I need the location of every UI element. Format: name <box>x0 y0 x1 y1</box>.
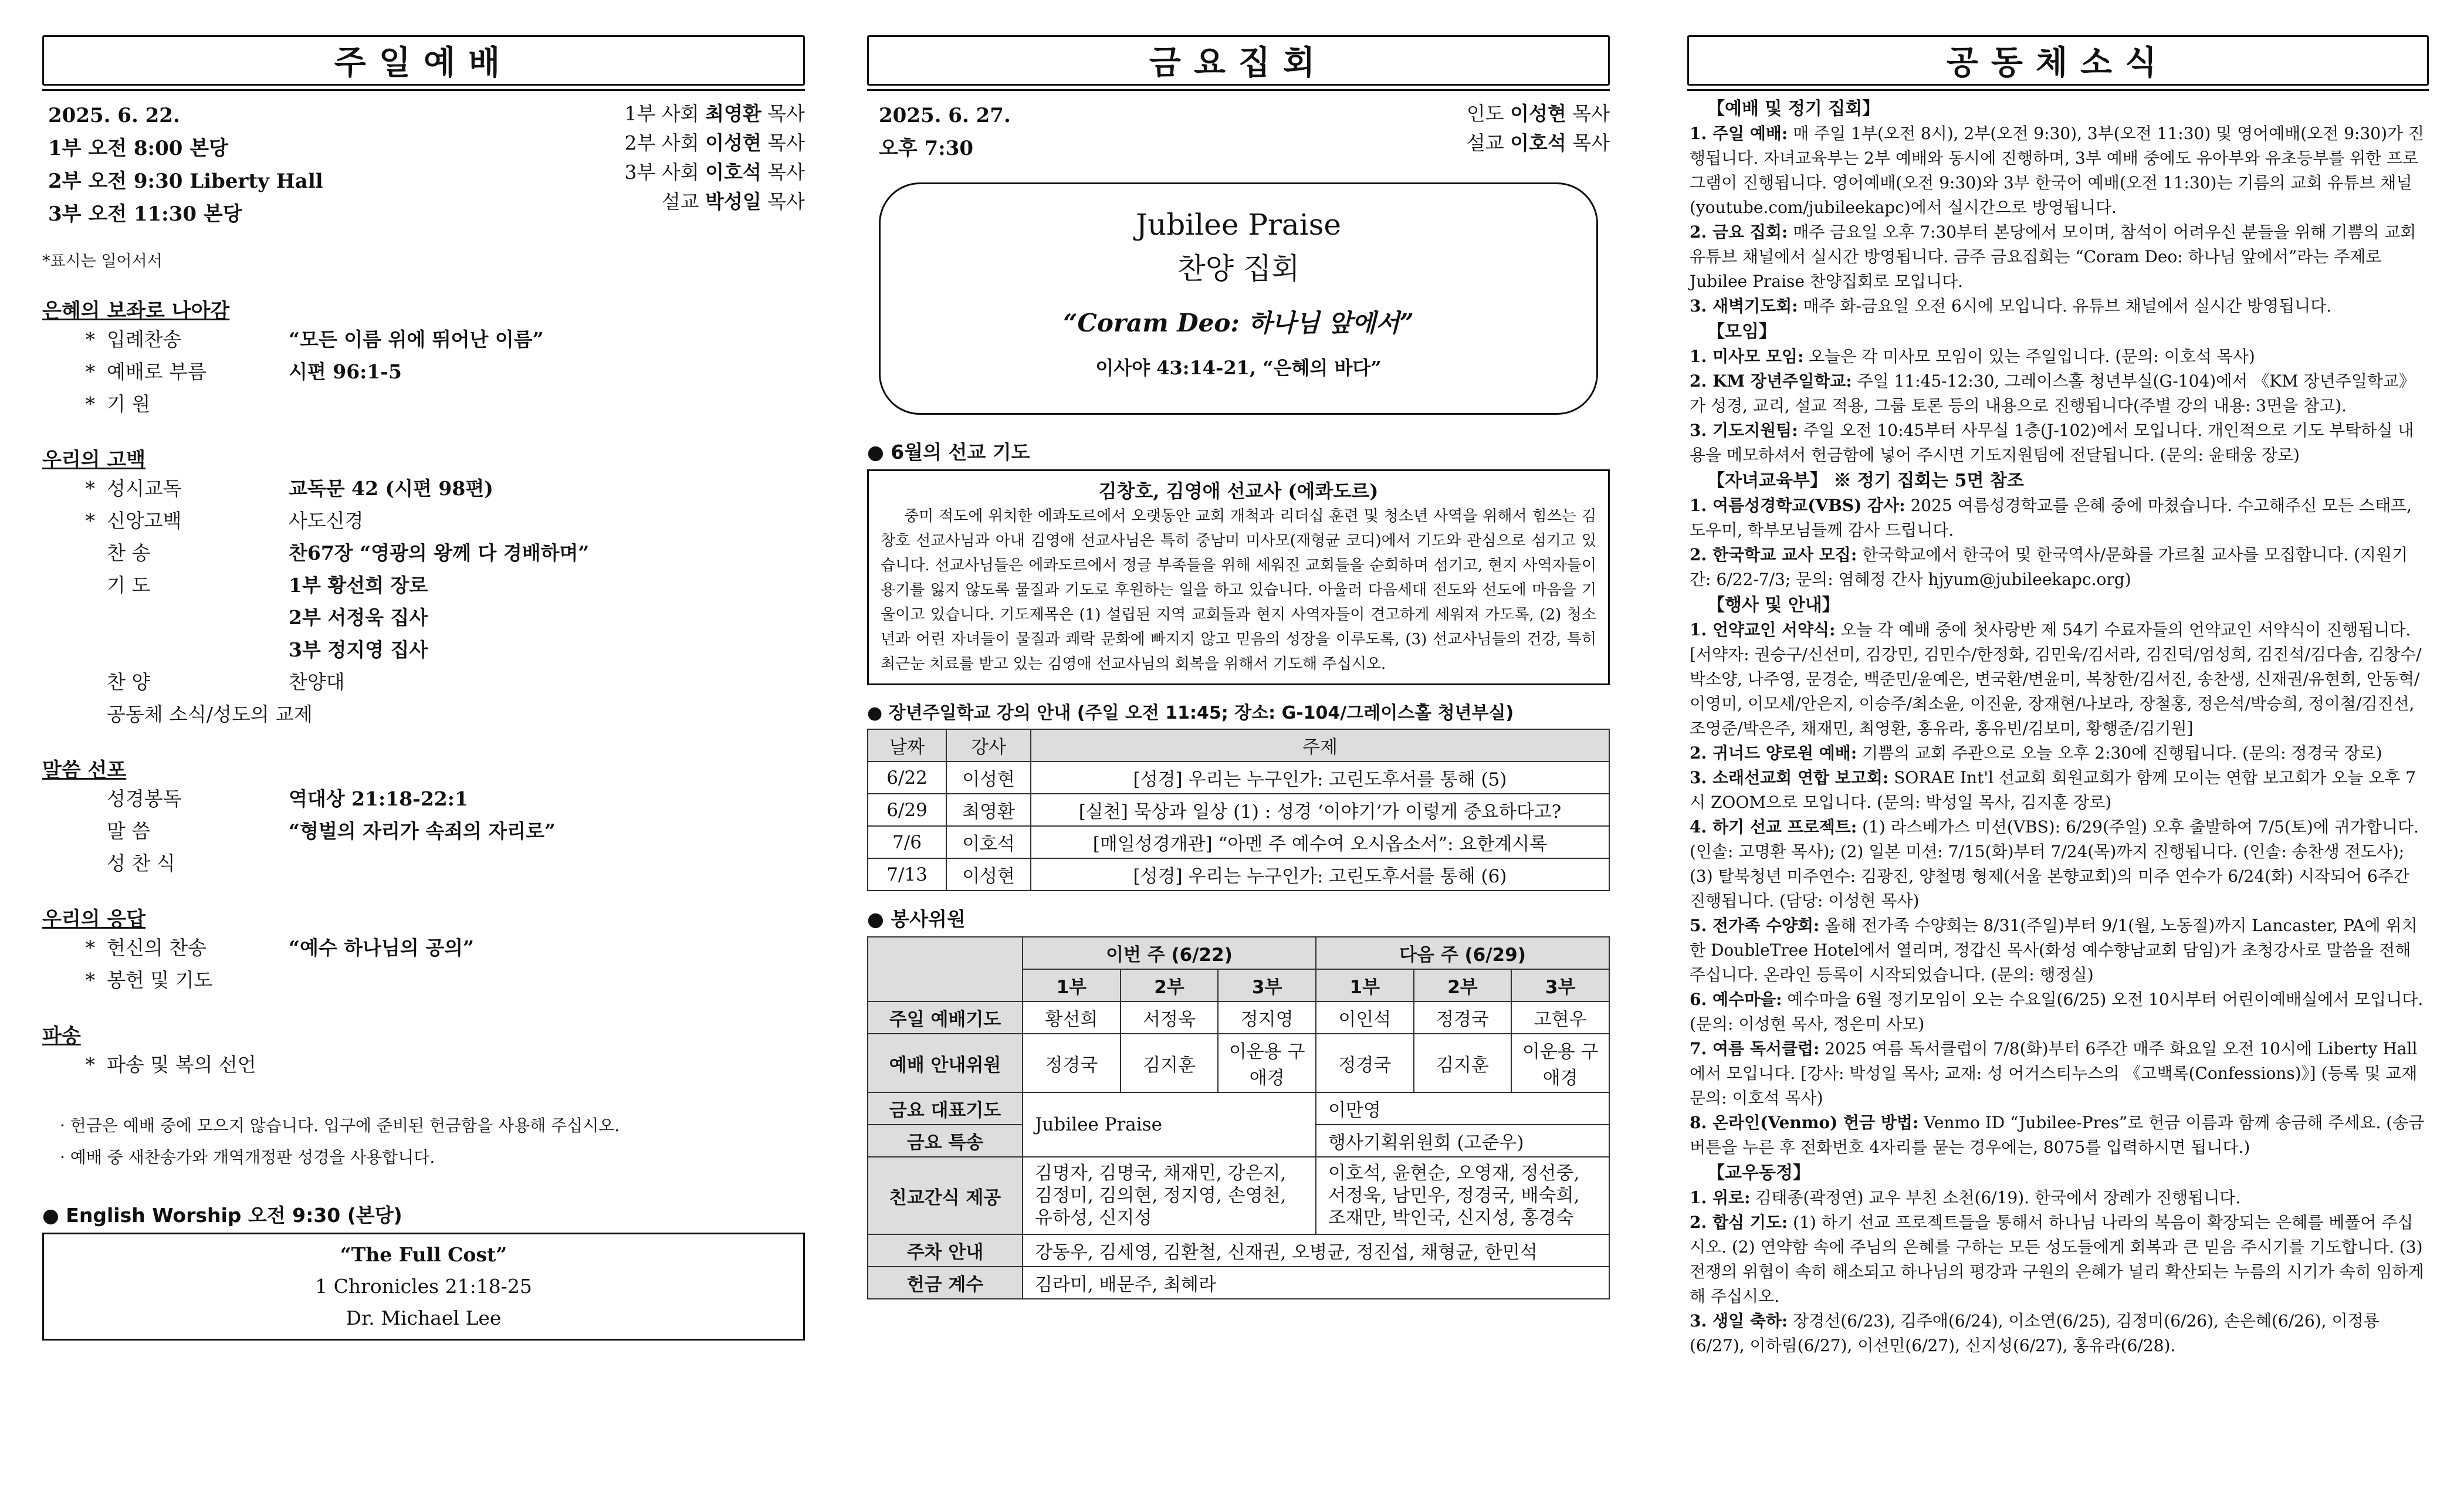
service-3: 3부 오전 11:30 본당 <box>48 202 242 226</box>
worship-item: 3부 정지영 집사 <box>289 638 428 661</box>
table-row: 7/6 이호석 [매일성경개관] “아멘 주 예수여 오시옵소서”: 요한계시록 <box>868 826 1609 858</box>
table-row: 7/13 이성현 [성경] 우리는 누구인가: 고린도후서를 통해 (6) <box>868 858 1609 891</box>
news-item: 5. 전가족 수양회: 올해 전가족 수양회는 8/31(주일)부터 9/1(월, 노동절)까지 Lancaster, PA에 위치한 DoubleTree Hotel에서 열리며, 정갑신 목사(화성 예수향남교회 담임)가 초청강사로 말씀을 전해 주십니다. 온라인 등록이 시작되었습니다. (문의: 행정실) <box>1690 916 2418 984</box>
sunday-date: 2025. 6. 22. <box>48 104 180 127</box>
praise-box <box>879 182 1598 415</box>
worship-item: 성 찬 식 <box>107 852 175 875</box>
sunday-header: 주일예배 <box>42 35 805 86</box>
table-row: 예배 안내위원 정경국 김지훈 이운용 구애경 정경국 김지훈 이운용 구애경 <box>868 1034 1609 1092</box>
stand-note: *표시는 일어서서 <box>42 252 163 270</box>
worship-item: 성경봉독 역대상 21:18-22:1 <box>107 787 468 810</box>
worship-item: 말 씀 “형벌의 자리가 속죄의 자리로” <box>107 820 556 842</box>
mission-title: 김창호, 김영애 선교사 (에콰도르) <box>1098 480 1379 502</box>
news-item: 2. KM 장년주일학교: 주일 11:45-12:30, 그레이스홀 청년부실(G-104)에서 《KM 장년주일학교》가 성경, 교리, 설교 적용, 그룹 토론 등의 내용으로 진행됩니다(주별 강의 내용: 3면을 참고). <box>1690 371 2415 415</box>
footnotes: · 헌금은 예배 중에 모으지 않습니다. 입구에 준비된 헌금함을 사용해 주십시오. · 예배 중 새찬송가와 개역개정판 성경을 사용합니다. <box>60 1116 620 1167</box>
news-item: 4. 하기 선교 프로젝트: (1) 라스베가스 미션(VBS): 6/29(주일) 오후 출발하여 7/5(토)에 귀가합니다. (인솔: 고명환 목사); (2) 일본 미션: 7/15(화)부터 7/24(목)까지 진행됩니다. (인솔: 송찬생 전도사); (3) 탈북청년 미주연수: 김광진, 양철명 형제(서울 본향교회)의 미주 연수가 6/24(화) 시작되어 6주간 진행됩니다. (담당: 이성현 목사) <box>1690 817 2419 911</box>
worship-item: * 기 원 <box>85 392 151 415</box>
news-section-heading: 【예배 및 정기 집회】 <box>1707 99 1880 119</box>
worship-item: * 예배로 부름 시편 96:1-5 <box>85 360 402 383</box>
sunday-column <box>42 35 805 1467</box>
news-section-heading: 【교우동정】 <box>1707 1163 1810 1183</box>
lecture-table: 날짜 강사 주제 6/22 이성현 [성경] 우리는 누구인가: 고린도후서를 통해 (5) 6/29 최영환 [실천] 묵상과 일상 (1) : 성경 ‘이야기’가 이렇게 중요하다고? 7/6 이호석 [매일성경개관] “아멘 주 예수여 오시옵소서”: 요한계시록 7/13 이성현 [성경] 우리는 누구인가: 고린도후서를 통해 (6) <box>867 729 1610 891</box>
praise-title: Jubilee Praise <box>1136 208 1341 242</box>
worship-item: * 헌신의 찬송 “예수 하나님의 공의” <box>85 936 474 959</box>
table-row: 헌금 계수 김라미, 배문주, 최혜라 <box>868 1267 1609 1299</box>
friday-date: 2025. 6. 27. <box>879 104 1011 127</box>
news-item: 2. 금요 집회: 매주 금요일 오후 7:30부터 본당에서 모이며, 참석이 어려우신 분들을 위해 기쁨의 교회 유튜브 채널에서 실시간 방영됩니다. 금주 금요집회는 “Coram Deo: 하나님 앞에서”라는 주제로 Jubilee Praise 찬양집회로 모입니다. <box>1690 222 2416 291</box>
section-title: 은혜의 보좌로 나아감 <box>42 299 230 323</box>
section-title: 파송 <box>42 1024 81 1048</box>
table-row: 금요 대표기도 Jubilee Praise 이만영 <box>868 1092 1609 1125</box>
section-title: 우리의 고백 <box>42 448 146 472</box>
news-item: 2. 합심 기도: (1) 하기 선교 프로젝트들을 통해서 하나님 나라의 복음이 확장되는 은혜를 베풀어 주십시오. (2) 연약함 속에 주님의 은혜를 구하는 모든 성도들에게 회복과 큰 믿음 주시기를 기도합니다. (3) 전쟁의 위협이 속히 해소되고 하나님의 평강과 구원의 은혜가 널리 확산되는 누름의 시기가 속히 임하게 해 주십시오. <box>1690 1213 2424 1306</box>
english-title: “The Full Cost” <box>340 1243 507 1266</box>
praise-theme: “Coram Deo: 하나님 앞에서” <box>1063 309 1414 337</box>
table-row: 주일 예배기도 황선희 서정욱 정지영 이인석 정경국 고현우 <box>868 1001 1609 1034</box>
news-column <box>1687 35 2429 1467</box>
english-worship-box <box>42 1233 805 1341</box>
news-item: 2. 귀너드 양로원 예배: 기쁨의 교회 주관으로 오늘 오후 2:30에 진행됩니다. (문의: 정경국 장로) <box>1690 743 2382 763</box>
news-header: 공동체소식 <box>1687 35 2429 86</box>
friday-header: 금요집회 <box>867 35 1610 86</box>
news-list <box>1687 97 2429 1358</box>
praise-verse: 이사야 43:14-21, “은혜의 바다” <box>1095 357 1382 379</box>
service-1: 1부 오전 8:00 본당 <box>48 137 228 160</box>
news-item: 3. 기도지원팀: 주일 오전 10:45부터 사무실 1층(J-102)에서 모입니다. 개인적으로 기도 부탁하실 내용을 메모하셔서 헌금함에 넣어 주시면 기도지원팀에 전달됩니다. (문의: 윤태웅 장로) <box>1690 421 2414 465</box>
service-2: 2부 오전 9:30 Liberty Hall <box>48 170 323 193</box>
news-item: 6. 예수마을: 예수마을 6월 정기모임이 오는 수요일(6/25) 오전 10시부터 어린이예배실에서 모입니다. (문의: 이성현 목사, 정은미 사모) <box>1690 990 2424 1034</box>
news-section-heading: 【행사 및 안내】 <box>1707 595 1840 615</box>
friday-time: 오후 7:30 <box>879 137 974 160</box>
table-row: 주차 안내 강동우, 김세영, 김환철, 신재권, 오병균, 정진섭, 채형균, 한민석 <box>868 1234 1609 1267</box>
worship-item: * 봉헌 및 기도 <box>85 969 213 991</box>
news-item: 1. 언약교인 서약식: 오늘 각 예배 중에 첫사랑반 제 54기 수료자들의 언약교인 서약식이 진행됩니다. [서약자: 권승구/신선미, 김강민, 김민수/한정화, 김민욱/김서라, 김진덕/엄성희, 김진석/김다솜, 김창수/박소양, 나주영, 문경순, 백준민/윤예은, 변국환/변윤미, 복창한/김서진, 송찬생, 신재권/유현희, 안동혁/이영미, 이모세/안은지, 이승주/최소윤, 이진윤, 장재현/나보라, 장철홍, 정은석/박승희, 정이철/김진선, 조영준/박은주, 채재민, 최영환, 홍유라, 홍유빈/김보미, 황행준/김기원] <box>1690 620 2422 738</box>
worship-item: * 파송 및 복의 선언 <box>85 1053 256 1076</box>
news-item: 1. 주일 예배: 매 주일 1부(오전 8시), 2부(오전 9:30), 3부(오전 11:30) 및 영어예배(오전 9:30)가 진행됩니다. 자녀교육부는 2부 예배와 동시에 진행하며, 3부 예배 중에도 유아부와 유초등부를 위한 프로그램이 진행됩니다. 영어예배(오전 9:30)와 3부 한국어 예배(오전 11:30)는 기름의 교회 유튜브 채널(youtube.com/jubileekapc)에서 실시간으로 방영됩니다. <box>1690 124 2425 217</box>
worship-item: 2부 서정욱 집사 <box>289 606 428 629</box>
worship-item: * 신앙고백 사도신경 <box>85 509 364 532</box>
worship-item: 기 도 1부 황선희 장로 <box>107 574 428 597</box>
sunday-leaders: 1부 사회 최영환 목사 2부 사회 이성현 목사 3부 사회 이호석 목사 설교 박성일 목사 <box>624 102 805 213</box>
worship-item: 찬 양 찬양대 <box>107 671 345 693</box>
english-preacher: Dr. Michael Lee <box>346 1307 502 1329</box>
praise-subtitle: 찬양 집회 <box>1177 252 1300 286</box>
table-row: 친교간식 제공 김명자, 김명국, 채재민, 강은지, 김정미, 김의현, 정지영, 손영천, 유하성, 신지성 이호석, 윤현순, 오영재, 정선중, 서정욱, 남민우, 정경국, 배숙희, 조재만, 박인국, 신지성, 홍경숙 <box>868 1157 1609 1234</box>
worship-item: 찬 송 찬67장 “영광의 왕께 다 경배하며” <box>107 541 590 564</box>
table-row: 금요 특송 행사기획위원회 (고준우) <box>868 1125 1609 1157</box>
news-item: 1. 위로: 김태종(곽정연) 교우 부친 소천(6/19). 한국에서 장례가 진행됩니다. <box>1690 1188 2241 1207</box>
order-of-worship <box>42 295 805 1081</box>
news-item: 7. 여름 독서클럽: 2025 여름 독서클럽이 7/8(화)부터 6주간 매주 화요일 오전 10시에 Liberty Hall에서 모입니다. [강사: 박성일 목사; 교재: 성 어거스티누스의 《고백록(Confessions)》] (등록 및 교재 문의: 이호석 목사) <box>1690 1039 2418 1108</box>
table-row: 6/29 최영환 [실천] 묵상과 일상 (1) : 성경 ‘이야기’가 이렇게 중요하다고? <box>868 794 1609 826</box>
english-worship-heading: ● English Worship 오전 9:30 (본당) <box>42 1204 402 1227</box>
news-item: 8. 온라인(Venmo) 헌금 방법: Venmo ID “Jubilee-Pres”로 헌금 이름과 함께 송금해 주세요. (송금 버튼을 누른 후 전화번호 4자리를 묻는 경우에는, 8075를 입력하시면 됩니다.) <box>1690 1113 2425 1157</box>
news-section-heading: 【자녀교육부】 ※ 정기 집회는 5면 참조 <box>1707 471 2024 491</box>
section-title: 우리의 응답 <box>42 908 146 931</box>
volunteers-table: 이번 주 (6/22) 다음 주 (6/29) 1부 2부 3부 1부 2부 3부 주일 예배기도 황선희 서정욱 정지영 이인석 정경국 고현우 예배 안내위원 정경국 김지훈 이운용 구애경 정경국 김지훈 이운용 구애경 금요 대표기도 Jubilee Praise 이만영 금요 특송 행사기획위원회 (고준우) 친교간식 제공 김명자, 김명국, 채재민, 강은지, 김정미, 김의현, 정지영, 손영천, 유하성, 신지성 이호석, 윤현순, 오영재, 정선중, 서정욱, 남민우, 정경국, 배숙희, 조재만, 박인국, 신지성, 홍경숙 주차 안내 강동우, 김세영, 김환철, 신재권, 오병균, 정진섭, 채형균, 한민석 헌금 계수 김라미, 배문주, 최혜라 <box>867 936 1610 1299</box>
news-item: 2. 한국학교 교사 모집: 한국학교에서 한국어 및 한국역사/문화를 가르칠 교사를 모집합니다. (지원기간: 6/22-7/3; 문의: 염혜정 간사 hjyum@jubileekapc.org) <box>1690 545 2408 589</box>
worship-item: 공동체 소식/성도의 교제 <box>107 703 313 726</box>
mission-body: 중미 적도에 위치한 에콰도르에서 오랫동안 교회 개척과 리더십 훈련 및 청소년 사역을 위해서 힘쓰는 김창호 선교사님과 아내 김영애 선교사님은 특히 중남미 미사모(재형균 코디)에서 기도와 관심으로 섬기고 있습니다. 선교사님들은 에콰도르에서 정글 부족들을 위해 세워진 교회들을 순회하며 섬기고, 현지 사역자들이 용기를 잃지 않도록 물질과 기도로 후원하는 일을 하고 있습니다. 아울러 다음세대 전도와 선도에 마음을 기울이고 있습니다. 기도제목은 (1) 설립된 지역 교회들과 현지 사역자들이 견고하게 세워져 가도록, (2) 청소년과 어린 자녀들이 물질과 쾌락 문화에 빠지지 않고 믿음의 성장을 이루도록, (3) 선교사님들의 건강, 특히 최근눈 치료를 받고 있는 김영애 선교사님의 회복을 위해서 기도해 주십시오. <box>881 507 1596 673</box>
section-title: 말씀 선포 <box>42 759 127 782</box>
lecture-heading: ● 장년주일학교 강의 안내 (주일 오전 11:45; 장소: G-104/그레이스홀 청년부실) <box>867 703 1514 723</box>
news-section-heading: 【모임】 <box>1707 321 1776 342</box>
volunteers-heading: ● 봉사위원 <box>867 908 966 930</box>
friday-leaders: 인도 이성현 목사 설교 이호석 목사 <box>1466 102 1610 154</box>
friday-column <box>867 35 1610 1467</box>
worship-item: * 성시교독 교독문 42 (시편 98편) <box>85 477 493 500</box>
mission-heading: ● 6월의 선교 기도 <box>867 441 1030 463</box>
worship-item: * 입례찬송 “모든 이름 위에 뛰어난 이름” <box>85 328 544 351</box>
english-verse: 1 Chronicles 21:18-25 <box>315 1275 532 1298</box>
news-item: 3. 생일 축하: 장경선(6/23), 김주애(6/24), 이소연(6/25), 김정미(6/26), 손은혜(6/26), 이정룡(6/27), 이하림(6/27), 이선민(6/27), 신지성(6/27), 홍유라(6/28). <box>1690 1311 2380 1355</box>
mission-box <box>867 469 1610 685</box>
news-item: 1. 미사모 모임: 오늘은 각 미사모 모임이 있는 주일입니다. (문의: 이호석 목사) <box>1690 347 2255 366</box>
news-item: 3. 새벽기도회: 매주 화-금요일 오전 6시에 모입니다. 유튜브 채널에서 실시간 방영됩니다. <box>1690 296 2332 316</box>
news-item: 3. 소래선교회 연합 보고회: SORAE Int'l 선교회 회원교회가 함께 모이는 연합 보고회가 오늘 오후 7시 ZOOM으로 모입니다. (문의: 박성일 목사, 김지훈 장로) <box>1690 768 2416 812</box>
news-item: 1. 여름성경학교(VBS) 감사: 2025 여름성경학교를 은혜 중에 마쳤습니다. 수고해주신 모든 스태프, 도우미, 학부모님들께 감사 드립니다. <box>1690 496 2412 540</box>
table-row: 6/22 이성현 [성경] 우리는 누구인가: 고린도후서를 통해 (5) <box>868 761 1609 794</box>
